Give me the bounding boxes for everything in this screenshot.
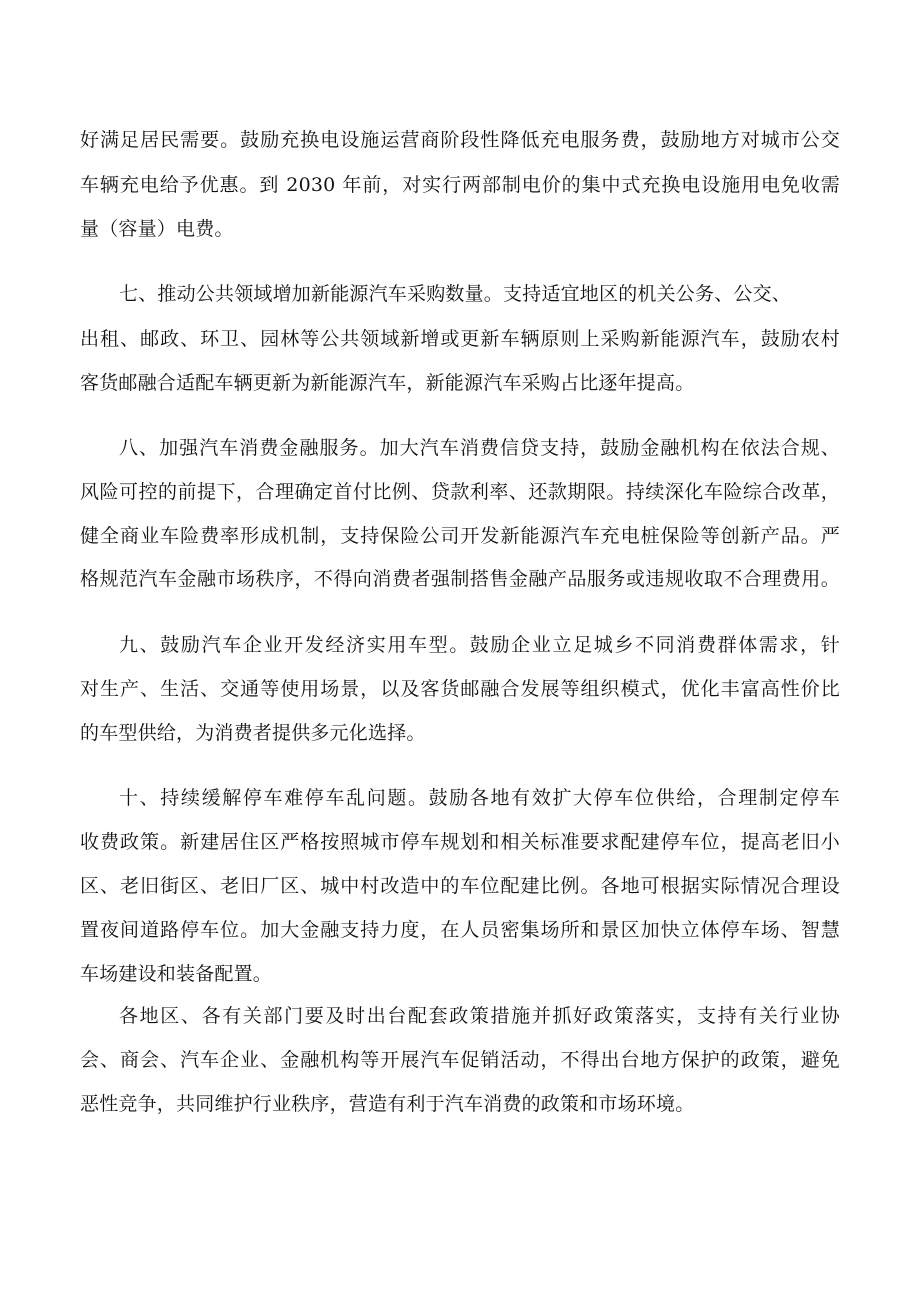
- p10-line-3: 区、老旧街区、老旧厂区、城中村改造中的车位配建比例。各地可根据实际情况合理设: [80, 875, 840, 897]
- p10-line-1: 十、持续缓解停车难停车乱问题。鼓励各地有效扩大停车位供给，合理制定停车: [119, 787, 840, 809]
- p9-line-2: 对生产、生活、交通等使用场景，以及客货邮融合发展等组织模式，优化丰富高性价比: [80, 678, 840, 700]
- closing-line-1: 各地区、各有关部门要及时出台配套政策措施并抓好政策落实，支持有关行业协: [119, 1005, 840, 1027]
- closing-line-3: 恶性竞争，共同维护行业秩序，营造有利于汽车消费的政策和市场环境。: [80, 1093, 695, 1115]
- p7-line-3: 客货邮融合适配车辆更新为新能源汽车，新能源汽车采购占比逐年提高。: [80, 372, 695, 394]
- p9-line-1: 九、鼓励汽车企业开发经济实用车型。鼓励企业立足城乡不同消费群体需求，针: [119, 634, 840, 656]
- p7-line-1: 七、推动公共领域增加新能源汽车采购数量。支持适宜地区的机关公务、公交、: [119, 283, 792, 305]
- p6-line-3: 量（容量）电费。: [80, 218, 234, 240]
- p8-line-4: 格规范汽车金融市场秩序，不得向消费者强制搭售金融产品服务或违规收取不合理费用。: [80, 568, 840, 590]
- p10-line-2: 收费政策。新建居住区严格按照城市停车规划和相关标准要求配建停车位，提高老旧小: [80, 831, 840, 853]
- p8-line-2: 风险可控的前提下，合理确定首付比例、贷款利率、还款期限。持续深化车险综合改革，: [80, 481, 840, 503]
- p6-line-2: 车辆充电给予优惠。到 2030 年前，对实行两部制电价的集中式充换电设施用电免收需: [80, 174, 840, 196]
- p10-line-5: 车场建设和装备配置。: [80, 963, 273, 985]
- p6-line-1: 好满足居民需要。鼓励充换电设施运营商阶段性降低充电服务费，鼓励地方对城市公交: [80, 129, 840, 151]
- p10-line-4: 置夜间道路停车位。加大金融支持力度，在人员密集场所和景区加快立体停车场、智慧: [80, 919, 840, 941]
- p8-line-3: 健全商业车险费率形成机制，支持保险公司开发新能源汽车充电桩保险等创新产品。严: [80, 525, 840, 547]
- p8-line-1: 八、加强汽车消费金融服务。加大汽车消费信贷支持，鼓励金融机构在依法合规、: [119, 437, 840, 459]
- p7-line-2: 出租、邮政、环卫、园林等公共领域新增或更新车辆原则上采购新能源汽车，鼓励农村: [80, 328, 840, 350]
- p9-line-3: 的车型供给，为消费者提供多元化选择。: [80, 722, 426, 744]
- closing-line-2: 会、商会、汽车企业、金融机构等开展汽车促销活动，不得出台地方保护的政策，避免: [80, 1049, 840, 1071]
